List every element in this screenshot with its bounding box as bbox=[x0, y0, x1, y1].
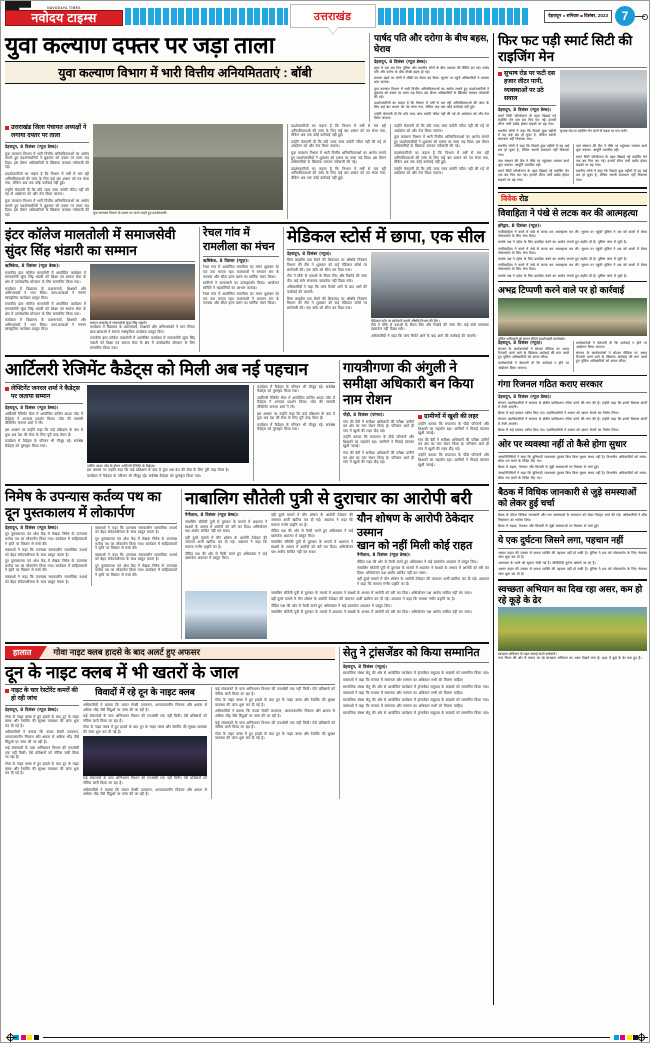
paragraph: अधिकारियों ने बताया कि फायर सेफ्टी उपकरण, आपातकालीन निकास और क्षमता से अधिक भीड़ जैसे बिंदुओं पर जांच की जा रही है। bbox=[83, 787, 207, 797]
paragraph: बैठक में कई प्रस्ताव पारित किए गए। पदाधिकारियों ने शासन को ज्ञापन भेजने का निर्णय लिया। bbox=[498, 427, 619, 432]
paragraph: गांव की बेटी ने समीक्षा अधिकारी की परीक्षा उत्तीर्ण कर क्षेत्र का नाम रोशन किया है। परिणाम आते ही गांव में खुशी की लहर दौड़ गई। bbox=[343, 419, 414, 433]
newspaper-logo[interactable] bbox=[5, 6, 123, 26]
paragraph: अधिकारियों ने कहा कि जांच रिपोर्ट आने के बाद आगे की कार्रवाई की जाएगी। bbox=[287, 285, 367, 295]
lead-subhead: युवा कल्याण विभाग में भारी वित्तीय अनियमितताएं : बॉबी bbox=[5, 61, 365, 84]
paragraph: अज्ञात वाहन की टक्कर से घायल व्यक्ति की पहचान नहीं हो सकी है। पुलिस ने शव को पोस्टमार्टम के लिए भेजकर जांच शुरू कर दी है। bbox=[498, 567, 647, 576]
paragraph: युवा कल्याण विभाग में भारी वित्तीय अनियमितताओं का आरोप लगाते हुए प्रदर्शनकारियों ने शुक्रवार को दफ्तर पर ताला जड़ दिया। इस दौरान अधिकारियों के खिलाफ जमकर नारेबाजी की गई। bbox=[394, 135, 489, 149]
article-row-3 bbox=[5, 360, 489, 481]
lead-photo bbox=[93, 124, 283, 210]
paragraph: उन्होंने बताया कि सफलता के पीछे परिजनों और शिक्षकों का सहयोग रहा। ग्रामीणों ने मिठाई बांटकर खुशी जताई। bbox=[418, 453, 489, 467]
cadets-headline[interactable]: आर्टिलरी रेजिमेंट कैडेट्स को मिली अब नई पहचान bbox=[5, 360, 308, 380]
right-section-7 bbox=[498, 535, 647, 576]
dateline: देहरादून, 8 दिसंबर (न्यूज़ डेस्क)। bbox=[498, 106, 552, 112]
paragraph: दून पुस्तकालय एवं शोध केंद्र में लेखक निमेष के उपन्यास कर्तव्य पथ का लोकार्पण किया गया। कार्यक्रम में साहित्यकारों ने कृति पर विस्तार से चर्चा की। bbox=[5, 532, 87, 546]
nimesh-body-col1 bbox=[5, 526, 87, 585]
paragraph: संगठन पदाधिकारियों ने सरकार से क्षेत्रीय प्राधिकरण गठित करने की मांग की है। उन्होंने कहा कि इससे विकास कार्यों में तेजी आएगी। bbox=[498, 400, 647, 409]
paragraph: स्थानीय लोगों ने कहा कि पिछले कुछ महीनों में यह कई बार हो चुका है, लेकिन स्थायी समाधान नहीं निकाला गया। bbox=[576, 169, 647, 182]
paragraph: वक्ताओं ने कहा कि उपन्यास समकालीन सामाजिक यथार्थ को बेहद संवेदनशीलता के साथ प्रस्तुत करता है। bbox=[5, 548, 87, 557]
paragraph: प्रदर्शनकारियों का कहना है कि विभाग में वर्षों से चल रही अनियमितताओं की जांच के लिए कई बार शासन को पत्र भेजा गया, लेकिन अब तक कोई कार्रवाई नहीं हुई। bbox=[5, 172, 89, 186]
paragraph: मायके पक्ष ने दहेज के लिए प्रताड़ित करने का आरोप लगाते हुए तहरीर दी है। पुलिस जांच में जुटी है। bbox=[498, 273, 627, 278]
right-sec3-body-col2 bbox=[576, 341, 647, 364]
lead-body-col3 bbox=[394, 124, 489, 176]
halaat-body-col1 bbox=[5, 708, 79, 776]
paragraph: सामाजिक संस्था सेतु की ओर से आयोजित कार्यक्रम में ट्रांसजेंडर समुदाय के सदस्यों को सम्मानित किया गया। bbox=[343, 684, 489, 689]
halaat-body-col2b bbox=[83, 776, 207, 796]
date-box bbox=[544, 10, 612, 23]
paragraph: अधिकारियों ने बताया कि फायर सेफ्टी उपकरण, आपातकालीन निकास और क्षमता से अधिक भीड़ जैसे बिंदुओं पर जांच की जा रही है। bbox=[83, 702, 207, 712]
paragraph: शहर में एक बार फिर पुलिस और स्थानीय लोगों के बीच टकराव की स्थिति बन गई। पार्षद पति और दरोगा के बीच तीखी बहस हो गई। bbox=[374, 65, 489, 74]
section-tab-uttarakhand[interactable] bbox=[290, 4, 376, 28]
dateline: देहरादून, 8 दिसंबर (न्यूज़)। bbox=[287, 250, 332, 256]
paragraph: मामला बढ़ने पर लोगों ने चौकी का घेराव कर दिया। सूचना पर पहुंचे अधिकारियों ने मामला शांत कराया। bbox=[374, 76, 489, 85]
paragraph: युवा कल्याण विभाग में भारी वित्तीय अनियमितताओं का आरोप लगाते हुए प्रदर्शनकारियों ने शुक्रवार को दफ्तर पर ताला जड़ दिया। इस दौरान अधिकारियों के खिलाफ जमकर नारेबाजी की गई। bbox=[5, 151, 89, 170]
cadets-photo-caption: पासिंग आउट परेड के दौरान आर्टिलरी रेजिमेंट के कैडेट्स। bbox=[87, 463, 156, 468]
paragraph: गोवा के नाइट क्लब में हुए हादसे के बाद दून के नाइट क्लब और रेस्टोरेंट की सुरक्षा व्यवस्था की जांच शुरू कर दी गई है। bbox=[83, 725, 207, 734]
bullet-square-icon bbox=[5, 689, 9, 693]
paragraph: नवविवाहिता ने कमरे में पंखे से लटक कर आत्महत्या कर ली। सूचना पर पहुंची पुलिस ने शव को कब्जे में लेकर पोस्टमार्टम के लिए भेज दिया। bbox=[498, 229, 647, 239]
medical-headline[interactable]: मेडिकल स्टोर्स में छापा, एक सील bbox=[287, 227, 486, 247]
temple-headline[interactable]: सेतु ने ट्रांसजेंडर को किया सम्मानित bbox=[343, 646, 480, 659]
article-temple bbox=[339, 647, 489, 799]
paragraph: स्थानीय लोगों ने कहा कि पिछले कुछ महीनों में यह कई बार हो चुका है, लेकिन स्थायी समाधान नहीं निकाला गया। bbox=[498, 128, 556, 142]
right-section-4 bbox=[498, 379, 647, 432]
paragraph: वक्ताओं ने कहा कि उपन्यास समकालीन सामाजिक यथार्थ को बेहद संवेदनशीलता के साथ प्रस्तुत करता है। bbox=[5, 575, 87, 584]
slash-divider-icon bbox=[39, 646, 47, 659]
right-top-body-col1 bbox=[498, 108, 556, 141]
paragraph: कार्यक्रम में विद्यालय के प्रधानाचार्य, शिक्षकों और अभिभावकों ने भाग लिया। छात्र-छात्राओं ने रंगारंग सांस्कृतिक कार्यक्रम प्रस्तुत किए। bbox=[5, 318, 86, 332]
bullet-square-icon bbox=[5, 126, 9, 130]
court-body-col1 bbox=[185, 513, 267, 560]
footer-rule bbox=[43, 1037, 610, 1038]
temple-photo bbox=[185, 591, 267, 639]
ramlila-body bbox=[203, 259, 279, 306]
honour-body-cont bbox=[90, 325, 195, 350]
paragraph: टीम ने मौके से दवाओं के सैंपल लिए और रिकॉर्ड की जांच की। कई स्टोर संचालक दस्तावेज नहीं दिखा सके। bbox=[287, 274, 367, 283]
paragraph: नगर निगम की ओर से चलाए जा रहे स्वच्छता अभियान का असर दिखने लगा है। शहर में कूड़े के ढेर कम हुए हैं। bbox=[498, 656, 642, 661]
paragraph: बिना लाइसेंस दवा बेचने की शिकायत पर औषधि नियंत्रण विभाग की टीम ने शुक्रवार को कई मेडिकल स्टोर्स पर छापेमारी की। एक स्टोर को सील कर दिया गया। bbox=[287, 296, 367, 310]
dateline: ऋषिकेश, 8 दिसंबर (न्यूज़ डेस्क)। bbox=[5, 263, 60, 269]
lead-kicker-text: उत्तराखंड जिला पंचायत अध्यक्षों ने लगाया दफ्तर पर ताला bbox=[11, 124, 87, 140]
paragraph: आर्टिलरी रेजिमेंट सेंटर में आयोजित पासिंग आउट परेड में कैडेट्स ने शानदार प्रदर्शन किया। परेड की सलामी लेफ्टिनेंट जनरल शर्मा ने ली। bbox=[5, 412, 83, 426]
right-sec8-photo bbox=[498, 607, 647, 651]
page-number-rule bbox=[635, 16, 645, 17]
court-body-col2 bbox=[271, 513, 353, 554]
paragraph: आसपास के थानों को सूचना भेजी गई है। सीसीटीवी फुटेज खंगाले जा रहे हैं। bbox=[498, 561, 596, 566]
right-sec2-tag-plain: रोड bbox=[519, 193, 529, 203]
paragraph: राजकीय इंटर कॉलेज मालतोली में आयोजित कार्यक्रम में समाजसेवी सुंदर सिंह भंडारी को शिक्षा एवं समाज सेवा के क्षेत्र में उल्लेखनीय योगदान के लिए सम्मानित किया गया। bbox=[5, 302, 86, 316]
halaat-body-col2 bbox=[83, 703, 207, 735]
paragraph: पीड़ित पक्ष की ओर से पैरवी करते हुए अधिवक्ता ने कई दस्तावेज अदालत में प्रस्तुत किए। bbox=[271, 603, 392, 608]
article-lead bbox=[5, 33, 489, 219]
paragraph: वहीं दूसरे मामले में यौन शोषण के आरोपी ठेकेदार की जमानत अर्जी खारिज कर दी गई। अदालत ने कहा कि मामला गंभीर प्रकृति का है। bbox=[271, 597, 456, 602]
paragraph: इस अवसर पर उन्होंने कहा कि कड़े प्रशिक्षण के बाद ये युवा अब देश की सेवा के लिए पूरी तरह तैयार हैं। bbox=[257, 411, 335, 421]
left-section bbox=[5, 33, 489, 1005]
page-body bbox=[1, 33, 649, 1005]
paragraph: उन्होंने चेतावनी दी कि यदि जल्द जांच कमेटी गठित नहीं की गई तो आंदोलन को और तेज किया जाएगा। bbox=[374, 111, 489, 120]
halaat-photo bbox=[83, 736, 207, 776]
gayatri-kicker-text: ग्रामीणों में खुशी की लहर bbox=[424, 412, 479, 420]
right-section-6 bbox=[498, 487, 647, 528]
dateline: देहरादून, 8 दिसंबर (न्यूज़ डेस्क)। bbox=[5, 144, 59, 150]
paragraph: संगठन के कार्यकर्ताओं ने सोशल मीडिया पर अभद्र टिप्पणी करने वाले के खिलाफ कार्रवाई की मांग करते हुए पुलिस अधिकारियों को ज्ञापन सौंपा। bbox=[498, 346, 569, 360]
lead-kicker bbox=[5, 124, 89, 140]
date-full: दिसंबर, 2023 bbox=[584, 13, 609, 18]
paragraph: उन्होंने बताया कि सफलता के पीछे परिजनों और शिक्षकों का सहयोग रहा। ग्रामीणों ने मिठाई बांटकर खुशी जताई। bbox=[418, 421, 489, 436]
paragraph: जल संस्थान की टीम ने मौके पर पहुंचकर मरम्मत कार्य शुरू कराया। आपूर्ति प्रभावित रही। bbox=[498, 158, 569, 168]
page-number-badge: 7 bbox=[615, 6, 635, 26]
cmyk-bars-left bbox=[14, 1035, 39, 1040]
dateline: देहरादून, 8 दिसंबर (न्यूज़)। bbox=[343, 663, 388, 669]
paragraph: उन्होंने बताया कि सफलता के पीछे परिजनों और शिक्षकों का सहयोग रहा। ग्रामीणों ने मिठाई बांटकर खुशी जताई। bbox=[343, 435, 414, 449]
halaat-tag-strip bbox=[5, 647, 335, 660]
article-halaat bbox=[5, 647, 489, 1005]
paragraph: बैठक में सड़क, पेयजल और बिजली से जुड़ी समस्याओं पर विस्तार से चर्चा हुई। bbox=[498, 523, 599, 528]
paragraph: वक्ताओं ने कहा कि समाज में समानता और सम्मान का अधिकार सभी को मिलना चाहिए। bbox=[343, 677, 464, 682]
dateline: नैनीताल, 8 दिसंबर (न्यूज़ डेस्क)। bbox=[185, 512, 239, 518]
paragraph: संगठन पदाधिकारियों ने सरकार से क्षेत्रीय प्राधिकरण गठित करने की मांग की है। उन्होंने कहा कि इससे विकास कार्यों में तेजी आएगी। bbox=[498, 417, 647, 426]
paragraph: गोवा के नाइट क्लब में हुए हादसे के बाद दून के नाइट क्लब और रेस्टोरेंट की सुरक्षा व्यवस्था की जांच शुरू कर दी गई है। bbox=[5, 714, 79, 728]
gayatri-body-col2 bbox=[418, 422, 489, 467]
paragraph: नाबालिग सौतेली पुत्री से दुराचार के मामले में अदालत ने साक्ष्यों के अभाव में आरोपी को बरी कर दिया। अभियोजन पक्ष आरोप साबित नहीं कर सका। bbox=[357, 566, 489, 575]
right-sec5-headline[interactable]: ओर पर व्यवस्था नहीं तो कैसे होगा सुधार bbox=[498, 438, 627, 449]
cadets-kicker-text: लेफ्टिनेंट जनरल शर्मा ने कैडेट्स पर जताया सम्मान bbox=[11, 384, 80, 400]
right-sec2-tag bbox=[498, 192, 647, 206]
court-headline[interactable]: नाबालिग सौतेली पुत्री से दुराचार का आरोपी बरी bbox=[185, 488, 472, 508]
right-section-5 bbox=[498, 439, 647, 480]
honour-body bbox=[5, 264, 86, 332]
paragraph: कई संचालकों के पास अग्निशमन विभाग की एनओसी तक नहीं मिली। ऐसे प्रतिष्ठानों को नोटिस जारी किया जा रहा है। bbox=[215, 720, 335, 730]
right-sec3-photo-caption: पुलिस अधिकारी को ज्ञापन सौंपते प्रदर्शनकारी कार्यकर्ता। bbox=[498, 336, 566, 341]
dateline: ऋषिकेश, 8 दिसंबर (न्यूज़)। bbox=[203, 257, 249, 263]
lead-side-body bbox=[374, 60, 489, 120]
halaat-kicker-text: नाइट के चार रेस्टोरेंट कमरों की हो रही जांच bbox=[11, 687, 78, 703]
right-section-3 bbox=[498, 285, 647, 372]
paragraph: कार्यक्रम में कैडेट्स के परिजन भी मौजूद रहे। सर्वश्रेष्ठ कैडेट्स को पुरस्कृत किया गया। bbox=[257, 422, 335, 432]
right-sec6-body bbox=[498, 513, 647, 528]
right-sec8-headline[interactable]: स्वच्छता अभियान का दिख रहा असर, कम हो रहे कूड़े के ढेर bbox=[498, 583, 643, 605]
cmyk-bars-right bbox=[614, 1035, 639, 1040]
article-court bbox=[181, 489, 489, 639]
paragraph: संगठन के कार्यकर्ताओं ने सोशल मीडिया पर अभद्र टिप्पणी करने वाले के खिलाफ कार्रवाई की मांग करते हुए पुलिस अधिकारियों को ज्ञापन सौंपा। bbox=[576, 350, 647, 364]
paragraph: वहीं दूसरे मामले में यौन शोषण के आरोपी ठेकेदार की जमानत अर्जी खारिज कर दी गई। अदालत ने कहा कि मामला गंभीर प्रकृति का है। bbox=[185, 535, 267, 549]
article-gayatri bbox=[339, 360, 489, 481]
paragraph: प्रदर्शनकारियों का कहना है कि विभाग में वर्षों से चल रही अनियमितताओं की जांच के लिए कई बार शासन को पत्र भेजा गया, लेकिन अब तक कोई कार्रवाई नहीं हुई। bbox=[394, 151, 489, 165]
article-nimesh bbox=[5, 489, 177, 639]
paragraph: कार्यक्रम में कैडेट्स के परिजन भी मौजूद रहे। सर्वश्रेष्ठ कैडेट्स को पुरस्कृत किया गया। bbox=[257, 384, 335, 394]
date-city: देहरादून bbox=[548, 13, 562, 18]
logo-tagline: NAVODAYA TIMES bbox=[47, 6, 81, 10]
paragraph: नाबालिग सौतेली पुत्री से दुराचार के मामले में अदालत ने साक्ष्यों के अभाव में आरोपी को बरी कर दिया। अभियोजन पक्ष आरोप साबित नहीं कर सका। bbox=[185, 520, 267, 534]
right-top-photo-caption: सुभाष रोड पर राइजिंग मेन फटने से सड़क पर भरा पानी। bbox=[560, 128, 628, 133]
halaat-tag-line: गोवा नाइट क्लब हादसे के बाद अलर्ट हुए अफसर bbox=[53, 647, 200, 658]
paragraph: बैठक में सड़क, पेयजल और बिजली से जुड़ी समस्याओं पर विस्तार से चर्चा हुई। bbox=[498, 465, 599, 470]
lead-side-dateline: देहरादून, 8 दिसंबर (न्यूज़ डेस्क)। bbox=[374, 58, 428, 64]
paragraph: उन्होंने चेतावनी दी कि यदि जल्द जांच कमेटी गठित नहीं की गई तो आंदोलन को और तेज किया जाएगा। bbox=[5, 187, 89, 197]
paragraph: दून पुस्तकालय एवं शोध केंद्र में लेखक निमेष के उपन्यास कर्तव्य पथ का लोकार्पण किया गया। कार्यक्रम में साहित्यकारों ने कृति पर विस्तार से चर्चा की। bbox=[5, 559, 87, 573]
paragraph: आर्टिलरी रेजिमेंट सेंटर में आयोजित पासिंग आउट परेड में कैडेट्स ने शानदार प्रदर्शन किया। परेड की सलामी लेफ्टिनेंट जनरल शर्मा ने ली। bbox=[257, 395, 335, 410]
paragraph: बैठक के दौरान विधिक जानकारी और जन समस्याओं के समाधान को लेकर विस्तृत चर्चा की गई। अधिकारियों ने शीघ्र निस्तारण का भरोसा दिया। bbox=[498, 513, 647, 522]
court-body-tail bbox=[271, 591, 489, 615]
paragraph: वक्ताओं ने कहा कि उपन्यास समकालीन सामाजिक यथार्थ को बेहद संवेदनशीलता के साथ प्रस्तुत करता है। bbox=[95, 525, 177, 535]
right-sec4-headline[interactable]: गंगा रिजनल गठित कराए सरकार bbox=[498, 378, 603, 389]
paragraph: सामाजिक संस्था सेतु की ओर से आयोजित कार्यक्रम में ट्रांसजेंडर समुदाय के सदस्यों को सम्मानित किया गया। bbox=[343, 671, 489, 676]
right-sec8-photo-caption: स्वच्छता अभियान के तहत सफाई करते कर्मचारी। bbox=[498, 652, 557, 657]
honour-photo bbox=[90, 264, 195, 320]
gayatri-headline[interactable]: गायत्रीगणा की अंगुली ने समीक्षा अधिकारी बन किया नाम रोशन bbox=[343, 360, 474, 407]
paragraph: सामाजिक संस्था सेतु की ओर से आयोजित कार्यक्रम में ट्रांसजेंडर समुदाय के सदस्यों को सम्मानित किया गया। bbox=[343, 697, 489, 702]
bullet-square-icon bbox=[498, 72, 502, 76]
dateline: नैनीताल, 8 दिसंबर (न्यूज़ डेस्क)। bbox=[357, 552, 411, 557]
paragraph: गोवा के नाइट क्लब में हुए हादसे के बाद दून के नाइट क्लब और रेस्टोरेंट की सुरक्षा व्यवस्था की जांच शुरू कर दी गई है। bbox=[215, 698, 335, 707]
paragraph: कई संचालकों के पास अग्निशमन विभाग की एनओसी तक नहीं मिली। ऐसे प्रतिष्ठानों को नोटिस जारी किया जा रहा है। bbox=[83, 776, 207, 786]
right-top-headline[interactable]: फिर फट पड़ी स्मार्ट सिटी की राइजिंग मेन bbox=[498, 33, 633, 64]
paragraph: पीड़ित पक्ष की ओर से पैरवी करते हुए अधिवक्ता ने कई दस्तावेज अदालत में प्रस्तुत किए। bbox=[357, 559, 478, 564]
right-top-body-col3 bbox=[576, 144, 647, 182]
paragraph: टीम ने मौके से दवाओं के सैंपल लिए और रिकॉर्ड की जांच की। कई स्टोर संचालक दस्तावेज नहीं दिखा सके। bbox=[371, 322, 489, 332]
right-top-photo bbox=[560, 70, 647, 128]
paragraph: कार्यकर्ताओं ने चेतावनी दी कि कार्रवाई न होने पर आंदोलन किया जाएगा। bbox=[576, 340, 647, 349]
paragraph: कार्यक्रम में कैडेट्स के परिजन भी मौजूद रहे। सर्वश्रेष्ठ कैडेट्स को पुरस्कृत किया गया। bbox=[5, 439, 83, 448]
bullet-square-icon bbox=[5, 387, 9, 391]
right-sec5-body bbox=[498, 455, 647, 480]
paragraph: कार्यकर्ताओं ने चेतावनी दी कि कार्रवाई न होने पर आंदोलन किया जाएगा। bbox=[498, 361, 569, 370]
paragraph: जनप्रतिनिधियों ने कहा कि बुनियादी व्यवस्थाएं दुरुस्त किए बिना सुधार संभव नहीं है। विभागीय अधिकारियों को समय-सीमा तय करने के निर्देश दिए गए। bbox=[498, 471, 647, 480]
right-section-8 bbox=[498, 584, 647, 661]
cadets-photo bbox=[87, 385, 249, 463]
right-section-2 bbox=[498, 192, 647, 278]
lead-photo-caption: युवा कल्याण विभाग के दफ्तर पर ताला जड़ते हुए प्रदर्शनकारी। bbox=[93, 211, 168, 216]
right-section bbox=[493, 33, 647, 1005]
registration-mark-icon bbox=[7, 1034, 14, 1041]
right-top-bullet-1 bbox=[498, 70, 556, 86]
right-top-body-col2 bbox=[498, 144, 569, 182]
paragraph: अज्ञात वाहन की टक्कर से घायल व्यक्ति की पहचान नहीं हो सकी है। पुलिस ने शव को पोस्टमार्टम के लिए भेजकर जांच शुरू कर दी है। bbox=[498, 550, 647, 559]
paragraph: प्रदर्शनकारियों का कहना है कि विभाग में वर्षों से चल रही अनियमितताओं की जांच के लिए कई बार शासन को पत्र भेजा गया, लेकिन अब तक कोई कार्रवाई नहीं हुई। bbox=[374, 101, 489, 110]
paragraph: युवा कल्याण विभाग में भारी वित्तीय अनियमितताओं का आरोप लगाते हुए प्रदर्शनकारियों ने शुक्रवार को दफ्तर पर ताला जड़ दिया। इस दौरान अधिकारियों के खिलाफ जमकर नारेबाजी की गई। bbox=[5, 198, 89, 217]
paragraph: मायके पक्ष ने दहेज के लिए प्रताड़ित करने का आरोप लगाते हुए तहरीर दी है। पुलिस जांच में जुटी है। bbox=[498, 240, 627, 245]
dateline: देहरादून, 8 दिसंबर (न्यूज़ डेस्क)। bbox=[498, 393, 552, 399]
court-subhead-1: यौन शोषण के आरोपी ठेकेदार उस्मान bbox=[357, 513, 474, 539]
gayatri-kicker bbox=[418, 413, 489, 421]
paragraph: दून पुस्तकालय एवं शोध केंद्र में लेखक निमेष के उपन्यास कर्तव्य पथ का लोकार्पण किया गया। कार्यक्रम में साहित्यकारों ने कृति पर विस्तार से चर्चा की। bbox=[95, 563, 177, 578]
honour-photo-caption: सम्मान समारोह में समाजसेवी सुंदर सिंह भंडारी। bbox=[90, 321, 147, 326]
paragraph: वक्ताओं ने कहा कि समाज में समानता और सम्मान का अधिकार सभी को मिलना चाहिए। bbox=[343, 691, 464, 696]
paragraph: जनप्रतिनिधियों ने कहा कि बुनियादी व्यवस्थाएं दुरुस्त किए बिना सुधार संभव नहीं है। विभागीय अधिकारियों को समय-सीमा तय करने के निर्देश दिए गए। bbox=[498, 454, 647, 463]
paragraph: वक्ताओं ने कहा कि उपन्यास समकालीन सामाजिक यथार्थ को बेहद संवेदनशीलता के साथ प्रस्तुत करता है। bbox=[95, 552, 177, 562]
paragraph: गांव की बेटी ने समीक्षा अधिकारी की परीक्षा उत्तीर्ण कर क्षेत्र का नाम रोशन किया है। परिणाम आते ही गांव में खुशी की लहर दौड़ गई। bbox=[418, 437, 489, 451]
paragraph: उन्होंने चेतावनी दी कि यदि जल्द जांच कमेटी गठित नहीं की गई तो आंदोलन को और तेज किया जाएगा। bbox=[394, 124, 489, 133]
paragraph: कार्यक्रम में विद्यालय के प्रधानाचार्य, शिक्षकों और अभिभावकों ने भाग लिया। छात्र-छात्राओं ने रंगारंग सांस्कृतिक कार्यक्रम प्रस्तुत किए। bbox=[90, 325, 195, 334]
right-sec7-headline[interactable]: ये एक दुर्घटना जिसने लगा, पहचान नहीं bbox=[498, 534, 624, 545]
paragraph: वक्ताओं ने कहा कि समाज में समानता और सम्मान का अधिकार सभी को मिलना चाहिए। bbox=[343, 704, 464, 709]
bullet-square-icon bbox=[418, 415, 422, 419]
article-honour bbox=[5, 227, 195, 352]
paragraph: युवा कल्याण विभाग में भारी वित्तीय अनियमितताओं का आरोप लगाते हुए प्रदर्शनकारियों ने शुक्रवार को दफ्तर पर ताला जड़ दिया। इस दौरान अधिकारियों के खिलाफ जमकर नारेबाजी की गई। bbox=[291, 151, 386, 165]
paragraph: अधिकारियों ने बताया कि फायर सेफ्टी उपकरण, आपातकालीन निकास और क्षमता से अधिक भीड़ जैसे बिंदुओं पर जांच की जा रही है। bbox=[5, 730, 79, 744]
paragraph: वहीं दूसरे मामले में यौन शोषण के आरोपी ठेकेदार की जमानत अर्जी खारिज कर दी गई। अदालत ने कहा कि मामला गंभीर प्रकृति का है। bbox=[357, 577, 489, 586]
article-medical bbox=[283, 227, 489, 352]
paragraph: नवविवाहिता ने कमरे में पंखे से लटक कर आत्महत्या कर ली। सूचना पर पहुंची पुलिस ने शव को कब्जे में लेकर पोस्टमार्टम के लिए भेज दिया। bbox=[498, 246, 647, 255]
bullet-text: सुभाष रोड पर फटी दस हजार लीटर पानी, bbox=[504, 69, 556, 85]
paragraph: सामाजिक संस्था सेतु की ओर से आयोजित कार्यक्रम में ट्रांसजेंडर समुदाय के सदस्यों को सम्मानित किया गया। bbox=[343, 710, 489, 715]
right-sec3-headline[interactable]: अभद्र टिप्पणी करने वाले पर हो कार्रवाई bbox=[498, 284, 625, 295]
paragraph: प्रदर्शनकारियों का कहना है कि विभाग में वर्षों से चल रही अनियमितताओं की जांच के लिए कई बार शासन को पत्र भेजा गया, लेकिन अब तक कोई कार्रवाई नहीं हुई। bbox=[291, 124, 386, 138]
halaat-headline[interactable]: दून के नाइट क्लब में भी खतरों के जाल bbox=[5, 662, 239, 682]
right-sec2-body bbox=[498, 224, 647, 278]
right-sec3-body-col1 bbox=[498, 341, 569, 370]
paragraph: राजकीय इंटर कॉलेज मालतोली में आयोजित कार्यक्रम में समाजसेवी सुंदर सिंह भंडारी को शिक्षा एवं समाज सेवा के क्षेत्र में उल्लेखनीय योगदान के लिए सम्मानित किया गया। bbox=[5, 270, 86, 284]
medical-photo bbox=[371, 252, 489, 318]
dateline: देहरादून, 8 दिसंबर (न्यूज़ डेस्क)। bbox=[5, 524, 59, 530]
medical-body-col1 bbox=[287, 252, 367, 311]
halaat-sub-center: विवादों में रहे दून के नाइट क्लब bbox=[95, 687, 195, 698]
separator-dot bbox=[580, 15, 582, 17]
paragraph: कई संचालकों के पास अग्निशमन विभाग की एनओसी तक नहीं मिली। ऐसे प्रतिष्ठानों को नोटिस जारी किया जा रहा है। bbox=[5, 746, 79, 760]
article-row-2 bbox=[5, 227, 489, 352]
paragraph: ग्रामीणों ने कलाकारों का उत्साहवर्धन किया। आयोजन समिति ने सहयोगियों का आभार जताया। bbox=[203, 281, 279, 290]
court-subhead-2: खान को नहीं मिली कोई राहत bbox=[357, 539, 473, 552]
right-sec2-headline[interactable]: विवाहिता ने पंखे से लटक कर की आत्महत्या bbox=[498, 207, 638, 218]
paragraph: उन्होंने चेतावनी दी कि यदि जल्द जांच कमेटी गठित नहीं की गई तो आंदोलन को और तेज किया जाएगा। bbox=[394, 166, 489, 176]
paragraph: नवविवाहिता ने कमरे में पंखे से लटक कर आत्महत्या कर ली। सूचना पर पहुंची पुलिस ने शव को कब्जे में लेकर पोस्टमार्टम के लिए भेज दिया। bbox=[498, 263, 647, 272]
masthead-bars-left bbox=[125, 8, 288, 25]
paragraph: उन्होंने चेतावनी दी कि यदि जल्द जांच कमेटी गठित नहीं की गई तो आंदोलन को और तेज किया जाएगा। bbox=[291, 139, 386, 149]
paragraph: युवा कल्याण विभाग में भारी वित्तीय अनियमितताओं का आरोप लगाते हुए प्रदर्शनकारियों ने शुक्रवार को दफ्तर पर ताला जड़ दिया। इस दौरान अधिकारियों के खिलाफ जमकर नारेबाजी की गई। bbox=[374, 86, 490, 100]
paragraph: कई संचालकों के पास अग्निशमन विभाग की एनओसी तक नहीं मिली। ऐसे प्रतिष्ठानों को नोटिस जारी किया जा रहा है। bbox=[83, 714, 207, 723]
honour-headline[interactable]: इंटर कॉलेज मालतोली में समाजसेवी सुंदर सिंह भंडारी का सम्मान bbox=[5, 227, 176, 259]
paragraph: कार्यक्रम में विद्यालय के प्रधानाचार्य, शिक्षकों और अभिभावकों ने भाग लिया। छात्र-छात्राओं ने रंगारंग सांस्कृतिक कार्यक्रम प्रस्तुत किए। bbox=[5, 286, 86, 300]
article-cadets bbox=[5, 360, 335, 481]
paragraph: जल संस्थान की टीम ने मौके पर पहुंचकर मरम्मत कार्य शुरू कराया। आपूर्ति प्रभावित रही। bbox=[576, 144, 647, 153]
paragraph: पीड़ित पक्ष की ओर से पैरवी करते हुए अधिवक्ता ने कई दस्तावेज अदालत में प्रस्तुत किए। bbox=[185, 551, 267, 561]
section-tab-label: उत्तराखंड bbox=[313, 10, 352, 23]
paragraph: स्मार्ट सिटी परियोजना के तहत बिछाई गई राइजिंग मेन एक बार फिर फट गई। हजारों लीटर पानी बर्बाद होकर सड़कों पर बह गया। bbox=[498, 114, 556, 127]
paragraph: स्मार्ट सिटी परियोजना के तहत बिछाई गई राइजिंग मेन एक बार फिर फट गई। हजारों लीटर पानी बर्बाद होकर सड़कों पर बह गया। bbox=[576, 154, 647, 168]
gayatri-body-col1 bbox=[343, 413, 414, 465]
article-row-4 bbox=[5, 489, 489, 639]
masthead bbox=[1, 1, 649, 33]
right-sec2-tag-colored: विवेक bbox=[501, 193, 518, 203]
right-sec8-body bbox=[498, 656, 647, 660]
cadets-body-under bbox=[87, 468, 249, 479]
right-sec3-photo bbox=[498, 298, 647, 336]
right-sec7-body bbox=[498, 551, 647, 576]
lead-side-headline[interactable]: पार्षद पति और दरोगा के बीच बहस, घेराव bbox=[374, 33, 489, 54]
article-ramlila bbox=[199, 227, 279, 352]
paragraph: नाबालिग सौतेली पुत्री से दुराचार के मामले में अदालत ने साक्ष्यों के अभाव में आरोपी को बरी कर दिया। अभियोजन पक्ष आरोप साबित नहीं कर सका। bbox=[271, 610, 472, 615]
paragraph: बैठक में कई प्रस्ताव पारित किए गए। पदाधिकारियों ने शासन को ज्ञापन भेजने का निर्णय लिया। bbox=[498, 411, 619, 416]
separator-dot bbox=[563, 15, 565, 17]
halaat-kicker bbox=[5, 687, 79, 703]
cadets-body-col1 bbox=[5, 406, 83, 449]
right-sec4-body bbox=[498, 395, 647, 432]
print-registration-strip bbox=[1, 1032, 650, 1042]
medical-body-col2 bbox=[371, 323, 489, 339]
paragraph: राजकीय इंटर कॉलेज मालतोली में आयोजित कार्यक्रम में समाजसेवी सुंदर सिंह भंडारी को शिक्षा एवं समाज सेवा के क्षेत्र में उल्लेखनीय योगदान के लिए सम्मानित किया गया। bbox=[90, 336, 195, 350]
dateline: देहरादून, 8 दिसंबर (न्यूज़ डेस्क)। bbox=[5, 707, 59, 713]
right-sec6-headline[interactable]: बैठक में विधिक जानकारी से जुड़े समस्याओं को लेकर हुई चर्चा bbox=[498, 486, 637, 508]
paragraph: प्रदर्शनकारियों का कहना है कि विभाग में वर्षों से चल रही अनियमितताओं की जांच के लिए कई बार शासन को पत्र भेजा गया, लेकिन अब तक कोई कार्रवाई नहीं हुई। bbox=[291, 166, 386, 180]
paragraph: गोवा के नाइट क्लब में हुए हादसे के बाद दून के नाइट क्लब और रेस्टोरेंट की सुरक्षा व्यवस्था की जांच शुरू कर दी गई है। bbox=[215, 731, 335, 741]
logo-text: नवोदय टाइम्स bbox=[5, 10, 123, 26]
right-top-bullet-2: व्यवस्थाओं पर उठे सवाल bbox=[504, 86, 544, 102]
temple-body bbox=[343, 665, 489, 716]
halaat-tag: हालात bbox=[5, 646, 39, 659]
cadets-body-col3 bbox=[257, 385, 335, 432]
paragraph: इस अवसर पर उन्होंने कहा कि कड़े प्रशिक्षण के बाद ये युवा अब देश की सेवा के लिए पूरी तरह तैयार हैं। bbox=[5, 428, 83, 437]
paragraph: कई संचालकों के पास अग्निशमन विभाग की एनओसी तक नहीं मिली। ऐसे प्रतिष्ठानों को नोटिस जारी किया जा रहा है। bbox=[215, 687, 335, 696]
dateline: देहरादून, 8 दिसंबर (न्यूज़)। bbox=[498, 339, 543, 345]
halaat-body-col3 bbox=[215, 687, 335, 741]
ramlila-headline[interactable]: रेचल गांव में रामलीला का मंचन bbox=[203, 227, 275, 253]
paragraph: नाबालिग सौतेली पुत्री से दुराचार के मामले में अदालत ने साक्ष्यों के अभाव में आरोपी को बरी कर दिया। अभियोजन पक्ष आरोप साबित नहीं कर सका। bbox=[271, 590, 472, 595]
paragraph: वहीं दूसरे मामले में यौन शोषण के आरोपी ठेकेदार की जमानत अर्जी खारिज कर दी गई। अदालत ने कहा कि मामला गंभीर प्रकृति का है। bbox=[271, 513, 353, 527]
paragraph: गांव की बेटी ने समीक्षा अधिकारी की परीक्षा उत्तीर्ण कर क्षेत्र का नाम रोशन किया है। परिणाम आते ही गांव में खुशी की लहर दौड़ गई। bbox=[343, 451, 414, 465]
date-day: शनिवार bbox=[566, 13, 579, 18]
medical-photo-caption: मेडिकल स्टोर पर छापेमारी करती औषधि विभाग की टीम। bbox=[371, 318, 440, 323]
dateline: हरिद्वार, 8 दिसंबर (न्यूज़)। bbox=[498, 222, 541, 228]
paragraph: रेचल गांव में आयोजित रामलीला का मंचन शुक्रवार देर रात तक चलता रहा। कलाकारों ने भगवान राम के वनवास और सीता हरण प्रसंग का मार्मिक मंचन किया। bbox=[203, 265, 279, 279]
paragraph: गोवा के नाइट क्लब में हुए हादसे के बाद दून के नाइट क्लब और रेस्टोरेंट की सुरक्षा व्यवस्था की जांच शुरू कर दी गई है। bbox=[5, 762, 79, 776]
paragraph: स्मार्ट सिटी परियोजना के तहत बिछाई गई राइजिंग मेन एक बार फिर फट गई। हजारों लीटर पानी बर्बाद होकर सड़कों पर बह गया। bbox=[498, 169, 569, 182]
paragraph: रेचल गांव में आयोजित रामलीला का मंचन शुक्रवार देर रात तक चलता रहा। कलाकारों ने भगवान राम के वनवास और सीता हरण प्रसंग का मार्मिक मंचन किया। bbox=[203, 292, 279, 306]
lead-headline[interactable]: युवा कल्याण दफ्तर पर जड़ा ताला bbox=[5, 32, 275, 58]
paragraph: इस अवसर पर उन्होंने कहा कि कड़े प्रशिक्षण के बाद ये युवा अब देश की सेवा के लिए पूरी तरह तैयार हैं। bbox=[87, 467, 229, 472]
paragraph: पीड़ित पक्ष की ओर से पैरवी करते हुए अधिवक्ता ने कई दस्तावेज अदालत में प्रस्तुत किए। bbox=[271, 529, 353, 538]
paragraph: अधिकारियों ने कहा कि जांच रिपोर्ट आने के बाद आगे की कार्रवाई की जाएगी। bbox=[371, 334, 477, 339]
nimesh-headline[interactable]: निमेष के उपन्यास कर्तव्य पथ का दून पुस्तकालय में लोकार्पण bbox=[5, 488, 162, 520]
lead-body-col2 bbox=[291, 124, 386, 181]
paragraph: अधिकारियों ने बताया कि फायर सेफ्टी उपकरण, आपातकालीन निकास और क्षमता से अधिक भीड़ जैसे बिंदुओं पर जांच की जा रही है। bbox=[215, 709, 335, 719]
registration-mark-icon bbox=[638, 1034, 645, 1041]
dateline: देहरादून, 8 दिसंबर (न्यूज़ डेस्क)। bbox=[5, 404, 59, 410]
paragraph: बिना लाइसेंस दवा बेचने की शिकायत पर औषधि नियंत्रण विभाग की टीम ने शुक्रवार को कई मेडिकल स्टोर्स पर छापेमारी की। एक स्टोर को सील कर दिया गया। bbox=[287, 258, 367, 272]
court-body-col3 bbox=[357, 553, 489, 587]
dateline: पौड़ी, 8 दिसंबर (पांगरा)। bbox=[343, 411, 385, 417]
paragraph: नाबालिग सौतेली पुत्री से दुराचार के मामले में अदालत ने साक्ष्यों के अभाव में आरोपी को बरी कर दिया। अभियोजन पक्ष आरोप साबित नहीं कर सका। bbox=[271, 540, 353, 554]
paragraph: स्थानीय लोगों ने कहा कि पिछले कुछ महीनों में यह कई बार हो चुका है, लेकिन स्थायी समाधान नहीं निकाला गया। bbox=[498, 144, 569, 157]
paragraph: मायके पक्ष ने दहेज के लिए प्रताड़ित करने का आरोप लगाते हुए तहरीर दी है। पुलिस जांच में जुटी है। bbox=[498, 256, 627, 261]
paragraph: कार्यक्रम में कैडेट्स के परिजन भी मौजूद रहे। सर्वश्रेष्ठ कैडेट्स को पुरस्कृत किया गया। bbox=[87, 474, 202, 479]
masthead-bars-right bbox=[378, 8, 541, 25]
lead-body-col1 bbox=[5, 145, 89, 217]
nimesh-body-col2 bbox=[95, 526, 177, 578]
paragraph: दून पुस्तकालय एवं शोध केंद्र में लेखक निमेष के उपन्यास कर्तव्य पथ का लोकार्पण किया गया। कार्यक्रम में साहित्यकारों ने कृति पर विस्तार से चर्चा की। bbox=[95, 536, 177, 551]
cadets-kicker bbox=[5, 385, 83, 401]
